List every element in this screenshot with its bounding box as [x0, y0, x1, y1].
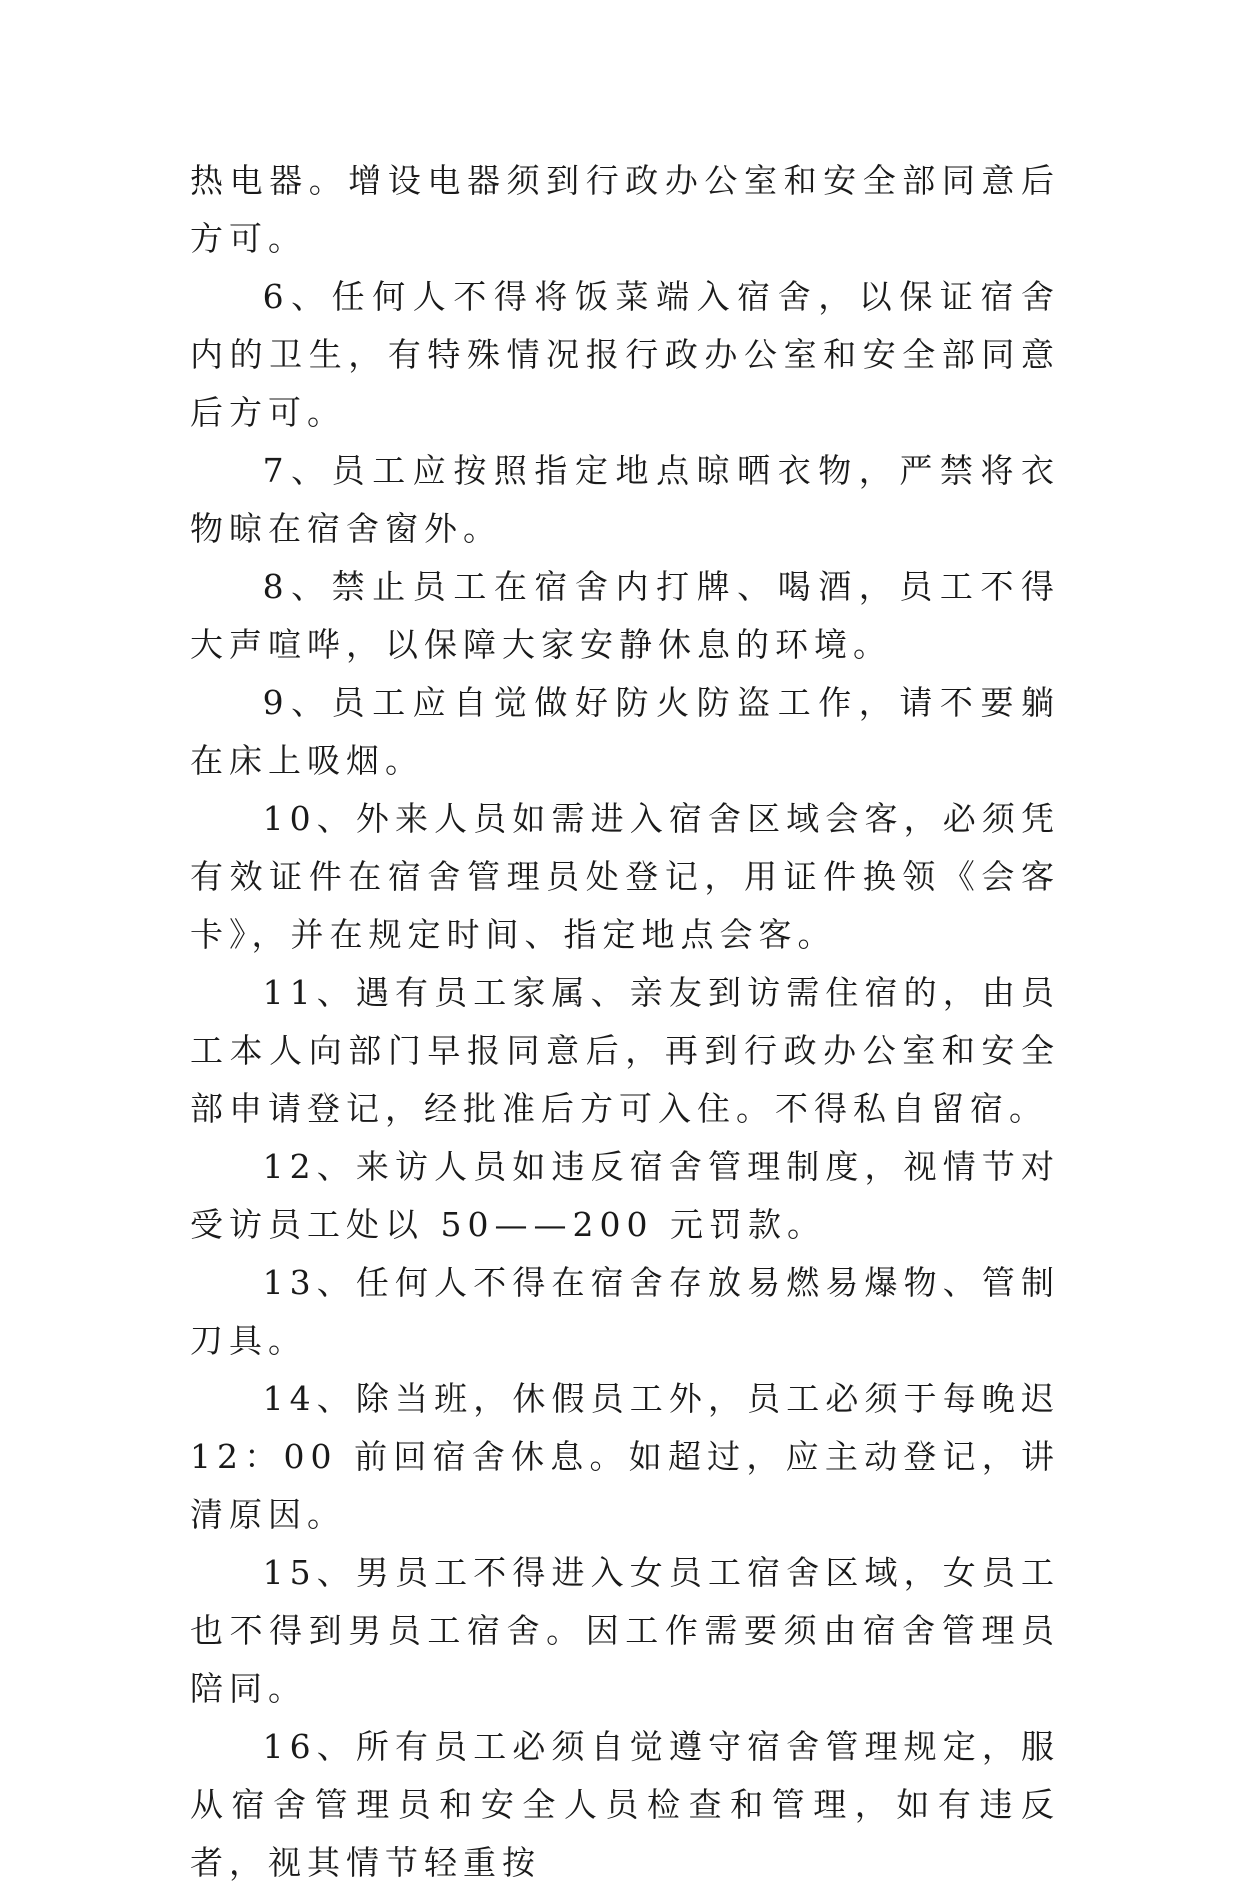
paragraph-continuation: 热电器。增设电器须到行政办公室和安全部同意后方可。: [190, 161, 1060, 258]
paragraph-rule-6: 6、任何人不得将饭菜端入宿舍，以保证宿舍内的卫生，有特殊情况报行政办公室和安全部同意后方可。: [190, 277, 1060, 432]
paragraph-rule-16: 16、所有员工必须自觉遵守宿舍管理规定，服从宿舍管理员和安全人员检查和管理，如有违反者，视其情节轻重按: [190, 1727, 1060, 1882]
document-body: [190, 152, 1060, 1892]
paragraph-rule-11: 11、遇有员工家属、亲友到访需住宿的，由员工本人向部门早报同意后，再到行政办公室和安全部申请登记，经批准后方可入住。不得私自留宿。: [190, 973, 1060, 1128]
paragraph-rule-9: 9、员工应自觉做好防火防盗工作，请不要躺在床上吸烟。: [190, 683, 1060, 780]
paragraph-rule-14: 14、除当班，休假员工外，员工必须于每晚迟 12：00 前回宿舍休息。如超过，应主动登记，讲清原因。: [190, 1379, 1060, 1534]
paragraph-rule-15: 15、男员工不得进入女员工宿舍区域，女员工也不得到男员工宿舍。因工作需要须由宿舍管理员陪同。: [190, 1553, 1060, 1708]
paragraph-rule-12: 12、来访人员如违反宿舍管理制度，视情节对受访员工处以 50——200 元罚款。: [190, 1147, 1060, 1244]
paragraph-rule-13: 13、任何人不得在宿舍存放易燃易爆物、管制刀具。: [190, 1263, 1060, 1360]
paragraph-rule-8: 8、禁止员工在宿舍内打牌、喝酒，员工不得大声喧哗，以保障大家安静休息的环境。: [190, 567, 1060, 664]
paragraph-rule-10: 10、外来人员如需进入宿舍区域会客，必须凭有效证件在宿舍管理员处登记，用证件换领《会客卡》，并在规定时间、指定地点会客。: [190, 799, 1060, 954]
paragraph-rule-7: 7、员工应按照指定地点晾晒衣物，严禁将衣物晾在宿舍窗外。: [190, 451, 1060, 548]
